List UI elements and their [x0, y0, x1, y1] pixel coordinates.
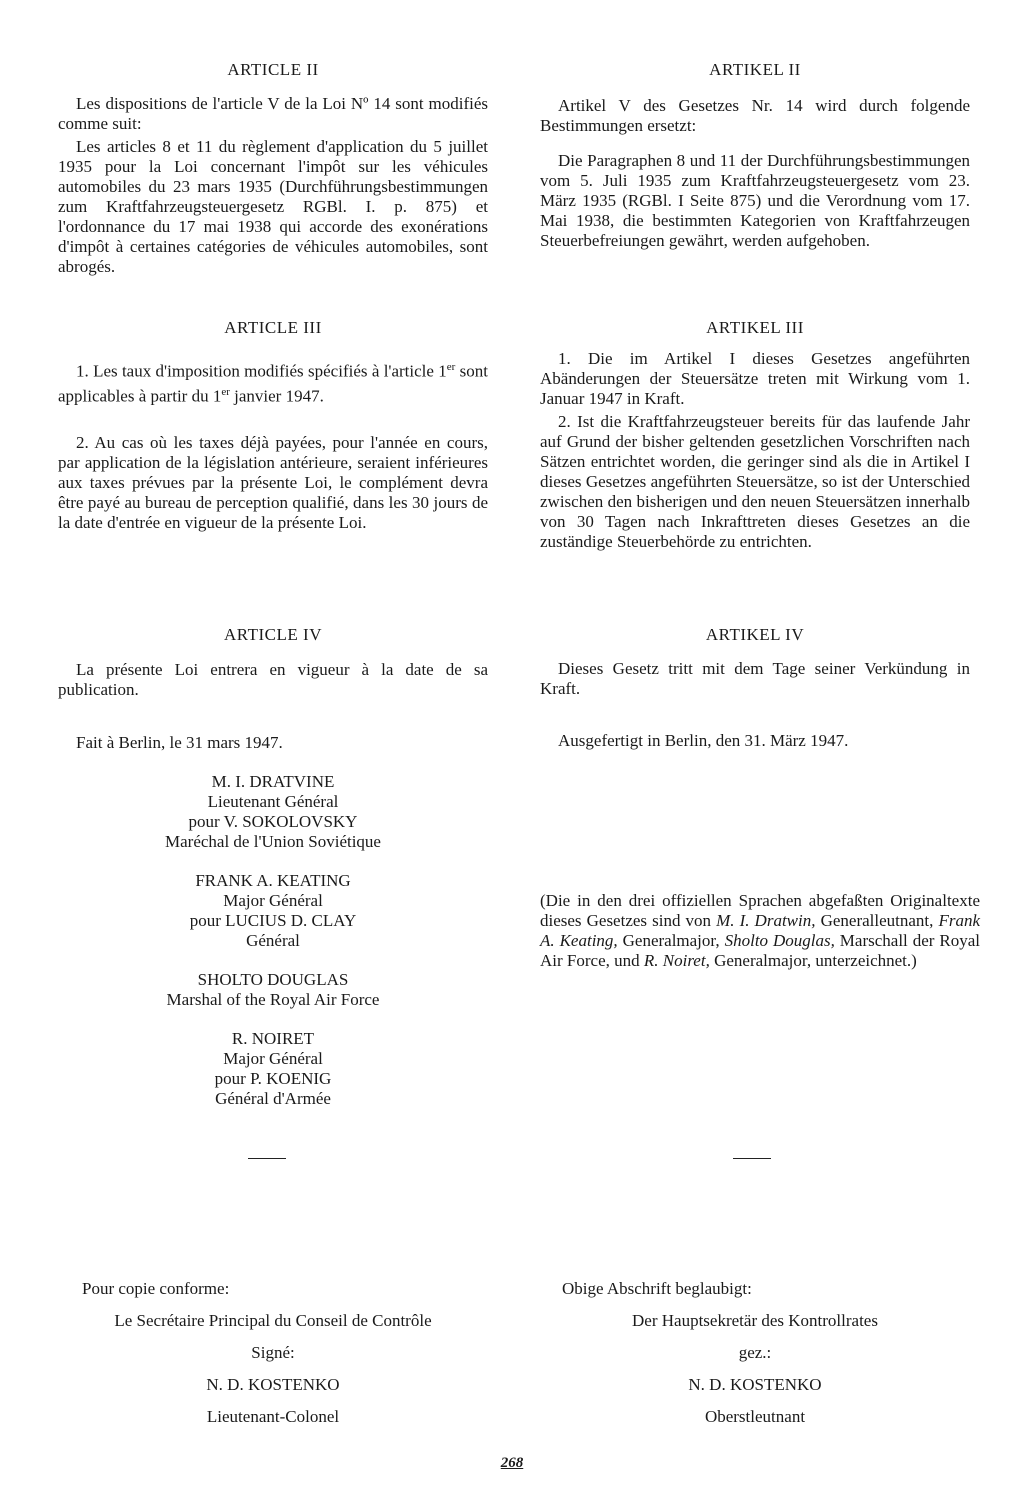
signatory-line: Maréchal de l'Union Soviétique — [165, 832, 381, 851]
signatory-line: Général — [246, 931, 300, 950]
right-article-3-heading: ARTIKEL III — [706, 318, 804, 337]
left-article-4-body: La présente Loi entrera en vigueur à la date de sa publication. — [58, 660, 488, 699]
note-name-noiret: R. Noiret, — [643, 951, 710, 970]
right-article-3-para-1: 1. Die im Artikel I dieses Gesetzes angeführten Abänderungen der Steuersätze treten mit Wirkung vom 1. Januar 1947 in Kraft. — [540, 349, 970, 408]
note-name-dratwin: M. I. Dratwin, — [716, 911, 816, 930]
left-article-2-body: Les articles 8 et 11 du règlement d'application du 5 juillet 1935 pour la Loi concernant l'impôt sur les véhicules automobiles du 23 mars 1935 (Durchführungsbestimmungen zum Kraftfahrzeugsteuergesetz RGBl. I. p. 875) et l'ordonnance du 17 mai 1938 qui accorde des exonérations d'impôt à certaines catégories de véhicules automobiles, sont abrogés. — [58, 137, 488, 276]
cert-line: Lieutenant-Colonel — [206, 1407, 340, 1426]
signatory-line: Marshal of the Royal Air Force — [166, 990, 380, 1009]
note-text: Generalleutnant, — [815, 911, 939, 930]
note-text: (Die in den drei offiziellen Sprachen abgefaßten Originaltexte dieses Gesetzes sind von — [540, 891, 980, 930]
signatory-noiret — [58, 1029, 488, 1109]
left-divider — [248, 1158, 286, 1159]
cert-line: Pour copie conforme: — [82, 1279, 230, 1298]
right-article-2-body: Die Paragraphen 8 und 11 der Durchführungsbestimmungen vom 5. Juli 1935 zum Kraftfahrzeugsteuergesetz vom 23. März 1935 (RGBl. I Seite 875) und die Verordnung vom 17. Mai 1938, die bestimmten Kategorien von Kraftfahrzeugen Steuerbefreiungen gewährt, werden aufgehoben. — [540, 151, 970, 250]
right-signature-note — [540, 891, 980, 971]
signatory-line: Major Général — [223, 1049, 323, 1068]
left-article-2-intro: Les dispositions de l'article V de la Loi Nº 14 sont modifiés comme suit: — [58, 94, 488, 133]
signatory-line: SHOLTO DOUGLAS — [197, 970, 349, 989]
page-number: 268 — [500, 1455, 524, 1471]
left-article-4-heading: ARTICLE IV — [224, 625, 322, 644]
signatory-line: R. NOIRET — [231, 1029, 315, 1048]
signatory-line: pour V. SOKOLOVSKY — [188, 812, 358, 831]
note-text: Generalmajor, unterzeichnet.) — [709, 951, 917, 970]
cert-line: Oberstleutnant — [704, 1407, 806, 1426]
left-article-3-heading: ARTICLE III — [224, 318, 322, 337]
signatory-keating — [58, 871, 488, 951]
signatory-line: M. I. DRATVINE — [211, 772, 335, 791]
cert-line: Le Secrétaire Principal du Conseil de Contrôle — [114, 1311, 432, 1330]
note-name-keating: Frank A. Keating, — [540, 911, 980, 950]
right-divider — [733, 1158, 771, 1159]
note-name-douglas: Sholto Douglas, — [724, 931, 835, 950]
signatory-line: Général d'Armée — [215, 1089, 331, 1108]
cert-line: N. D. KOSTENKO — [206, 1375, 340, 1394]
signatory-line: pour LUCIUS D. CLAY — [189, 911, 357, 930]
right-article-4-body: Dieses Gesetz tritt mit dem Tage seiner Verkündung in Kraft. — [540, 659, 970, 698]
left-article-3-para-2: 2. Au cas où les taxes déjà payées, pour l'année en cours, par application de la législation antérieure, seraient inférieures aux taxes prévues par la présente Loi, le complément devra être payé au bureau de perception qualifié, dans les 30 jours de la date d'entrée en vigueur de la présente Loi. — [58, 433, 488, 532]
note-text: Marschall der Royal Air Force, und — [540, 931, 980, 970]
left-done-at: Fait à Berlin, le 31 mars 1947. — [76, 733, 283, 752]
signatory-dratvine — [58, 772, 488, 852]
right-article-2-heading: ARTIKEL II — [709, 60, 801, 79]
left-article-2-heading: ARTICLE II — [227, 60, 319, 79]
signatory-line: pour P. KOENIG — [214, 1069, 332, 1088]
cert-line: Obige Abschrift beglaubigt: — [562, 1279, 752, 1298]
right-article-4-heading: ARTIKEL IV — [705, 625, 805, 644]
right-done-at: Ausgefertigt in Berlin, den 31. März 1947. — [558, 731, 849, 750]
right-article-2-intro: Artikel V des Gesetzes Nr. 14 wird durch folgende Bestimmungen ersetzt: — [540, 96, 970, 135]
signatory-line: FRANK A. KEATING — [195, 871, 351, 890]
cert-line: N. D. KOSTENKO — [688, 1375, 822, 1394]
cert-line: Signé: — [251, 1343, 295, 1362]
cert-line: Der Hauptsekretär des Kontrollrates — [632, 1311, 878, 1330]
right-article-3-para-2: 2. Ist die Kraftfahrzeugsteuer bereits für das laufende Jahr auf Grund der bisher geltenden gesetzlichen Vorschriften nach Sätzen entrichtet worden, die geringer sind als die in Artikel I dieses Gesetzes angeführten Steuersätze, so ist der Unterschied zwischen den bisherigen und den neuen Steuersätzen innerhalb von 30 Tagen nach Inkrafttreten dieses Gesetzes an die zuständige Steuerbehörde zu entrichten. — [540, 412, 970, 551]
cert-line: gez.: — [738, 1343, 772, 1362]
signatory-douglas — [58, 970, 488, 1010]
note-text: Generalmajor, — [617, 931, 725, 950]
left-article-3-para-1: 1. Les taux d'imposition modifiés spécifiés à l'article 1er sont applicables à partir du 1er janvier 1947. — [58, 361, 488, 406]
signatory-line: Lieutenant Général — [207, 792, 339, 811]
right-certification — [540, 1279, 970, 1439]
left-certification — [58, 1279, 488, 1439]
signatory-line: Major Général — [223, 891, 323, 910]
